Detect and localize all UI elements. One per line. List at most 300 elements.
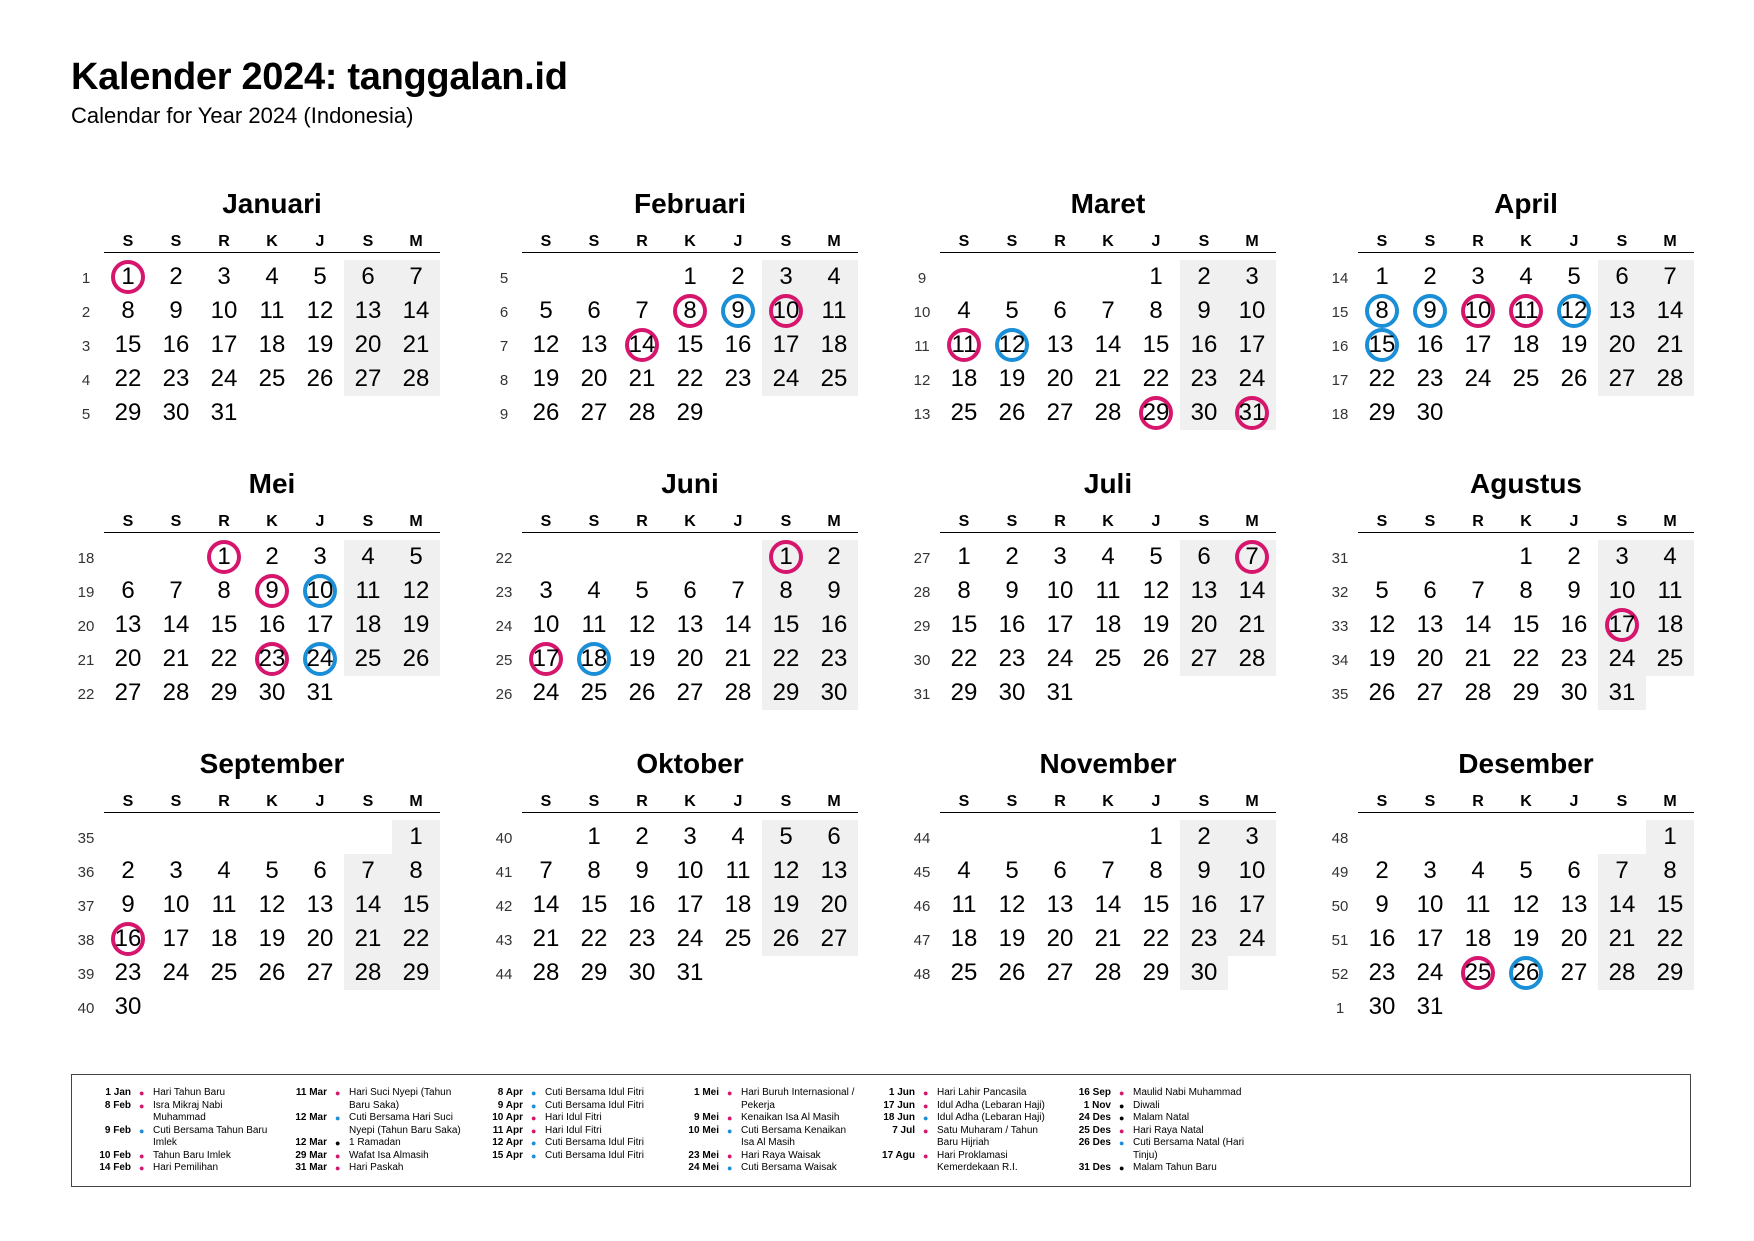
header-rule (940, 812, 1276, 813)
legend-bullet-icon: ● (923, 1088, 929, 1098)
day-cell: 3 (683, 823, 697, 850)
weekday-header: R (218, 793, 230, 810)
weekday-header: K (684, 793, 696, 810)
day-cell: 8 (1375, 297, 1389, 324)
day-cell: 26 (628, 679, 656, 706)
day-cell: 23 (1560, 645, 1588, 672)
week-number: 19 (77, 584, 95, 601)
legend-text: Cuti Bersama Natal (Hari (1133, 1137, 1245, 1148)
legend-text: Cuti Bersama Hari Suci (349, 1112, 453, 1123)
day-cell: 22 (1656, 925, 1684, 952)
day-cell: 3 (1245, 263, 1259, 290)
day-cell: 1 (779, 543, 793, 570)
legend-bullet-icon: ● (139, 1088, 145, 1098)
header-rule (940, 252, 1276, 253)
day-cell: 4 (957, 857, 971, 884)
day-cell: 26 (772, 925, 800, 952)
day-cell: 1 (1663, 823, 1677, 850)
day-cell: 12 (998, 331, 1026, 358)
day-cell: 30 (1190, 399, 1218, 426)
week-number: 5 (81, 406, 91, 423)
day-cell: 21 (724, 645, 752, 672)
day-cell: 4 (1471, 857, 1485, 884)
weekday-header: S (1424, 233, 1436, 250)
day-cell: 7 (635, 297, 649, 324)
week-number: 16 (1331, 338, 1349, 355)
day-cell: 1 (1149, 823, 1163, 850)
day-cell: 16 (1190, 891, 1218, 918)
day-cell: 23 (1190, 925, 1218, 952)
legend-date: 1 Jun (888, 1087, 915, 1098)
day-cell: 7 (1471, 577, 1485, 604)
legend-date: 10 Feb (99, 1149, 131, 1161)
day-cell: 11 (951, 891, 977, 918)
day-cell: 29 (1142, 399, 1170, 426)
legend-entry (1067, 1100, 1257, 1113)
legend-bullet-icon: ● (531, 1150, 537, 1161)
legend-date: 23 Mei (688, 1149, 719, 1161)
legend-bullet-icon: ● (531, 1088, 537, 1098)
day-cell: 7 (1615, 857, 1629, 884)
day-cell: 14 (1464, 611, 1492, 638)
day-cell: 15 (1512, 611, 1540, 638)
legend-date: 7 Jul (892, 1124, 915, 1136)
weekday-header: K (1102, 793, 1114, 810)
week-number: 36 (77, 864, 95, 881)
legend-column (871, 1087, 1061, 1175)
day-cell: 27 (580, 399, 608, 426)
day-cell: 10 (1416, 891, 1444, 918)
week-number: 46 (913, 898, 931, 915)
day-cell: 30 (1560, 679, 1588, 706)
day-cell: 17 (1464, 331, 1492, 358)
day-cell: 6 (683, 577, 697, 604)
weekday-header: S (588, 513, 600, 530)
legend-entry (871, 1150, 1061, 1163)
day-cell: 25 (950, 959, 978, 986)
week-number: 37 (77, 898, 95, 915)
day-cell: 6 (587, 297, 601, 324)
legend-bullet-icon: ● (139, 1100, 145, 1111)
day-cell: 25 (210, 959, 238, 986)
day-cell: 19 (998, 365, 1026, 392)
legend-date: 29 Mar (295, 1149, 327, 1161)
day-cell: 29 (950, 679, 978, 706)
legend-date: 17 Agu (882, 1149, 915, 1161)
day-cell: 4 (1663, 543, 1677, 570)
month-desember (1325, 748, 1695, 1028)
day-cell: 3 (1615, 543, 1629, 570)
weekday-header: J (733, 233, 743, 250)
day-cell: 21 (354, 925, 382, 952)
month-name: Februari (633, 188, 747, 219)
legend-entry (283, 1125, 473, 1138)
legend-text: Hari Proklamasi (937, 1149, 1008, 1161)
weekday-header: J (733, 513, 743, 530)
day-cell: 5 (1149, 543, 1163, 570)
legend-bullet-icon: ● (335, 1150, 341, 1161)
legend-date: 18 Jun (883, 1112, 915, 1123)
legend-entry (283, 1162, 473, 1175)
weekday-header: S (1376, 233, 1388, 250)
day-cell: 3 (1423, 857, 1437, 884)
legend-entry (871, 1087, 1061, 1100)
weekday-header: S (1424, 793, 1436, 810)
day-cell: 14 (162, 611, 190, 638)
day-cell: 9 (827, 577, 841, 604)
legend-date: 9 Apr (497, 1099, 523, 1111)
legend-text: Hari Buruh Internasional / (741, 1087, 855, 1098)
legend-entry (87, 1100, 277, 1113)
day-cell: 25 (724, 925, 752, 952)
week-number: 48 (1331, 830, 1349, 847)
day-cell: 30 (162, 399, 190, 426)
weekday-header: S (1006, 233, 1018, 250)
day-cell: 13 (580, 331, 608, 358)
day-cell: 8 (409, 857, 423, 884)
day-cell: 28 (402, 365, 430, 392)
weekday-header: S (958, 233, 970, 250)
day-cell: 11 (1513, 297, 1539, 324)
weekday-header: S (780, 513, 792, 530)
day-cell: 23 (1416, 365, 1444, 392)
day-cell: 11 (211, 891, 237, 918)
week-number: 31 (913, 686, 931, 703)
weekday-header: S (170, 513, 182, 530)
weekday-header: R (636, 513, 648, 530)
day-cell: 21 (1094, 925, 1122, 952)
day-cell: 29 (772, 679, 800, 706)
day-cell: 25 (258, 365, 286, 392)
day-cell: 27 (1046, 959, 1074, 986)
day-cell: 21 (628, 365, 656, 392)
day-cell: 10 (1238, 857, 1266, 884)
weekday-header: R (1472, 513, 1484, 530)
weekday-header: K (266, 793, 278, 810)
day-cell: 18 (580, 645, 608, 672)
week-number: 5 (499, 270, 509, 287)
weekday-header: S (780, 793, 792, 810)
month-oktober (489, 748, 859, 1028)
day-cell: 22 (1142, 365, 1170, 392)
day-cell: 4 (731, 823, 745, 850)
day-cell: 7 (169, 577, 183, 604)
legend-entry (87, 1125, 277, 1138)
day-cell: 9 (1423, 297, 1437, 324)
day-cell: 13 (1046, 331, 1074, 358)
day-cell: 28 (1238, 645, 1266, 672)
legend-date: 8 Apr (497, 1087, 523, 1098)
day-cell: 2 (635, 823, 649, 850)
day-cell: 1 (1375, 263, 1389, 290)
day-cell: 11 (951, 331, 977, 358)
legend-text: Wafat Isa Almasih (349, 1149, 429, 1161)
day-cell: 8 (683, 297, 697, 324)
day-cell: 9 (121, 891, 135, 918)
day-cell: 17 (162, 925, 190, 952)
day-cell: 12 (998, 891, 1026, 918)
week-number: 2 (81, 304, 91, 321)
day-cell: 31 (1046, 679, 1074, 706)
week-number: 6 (499, 304, 509, 321)
day-cell: 23 (724, 365, 752, 392)
week-number: 42 (495, 898, 513, 915)
legend-date: 12 Apr (492, 1137, 523, 1148)
legend-date: 31 Mar (295, 1162, 327, 1173)
day-cell: 25 (820, 365, 848, 392)
legend-entry (675, 1112, 865, 1125)
header-rule (1358, 532, 1694, 533)
day-cell: 2 (1375, 857, 1389, 884)
weekday-header: M (1245, 233, 1259, 250)
day-cell: 24 (1416, 959, 1444, 986)
day-cell: 10 (532, 611, 560, 638)
day-cell: 24 (532, 679, 560, 706)
legend-entry (1067, 1087, 1257, 1100)
day-cell: 31 (1238, 399, 1266, 426)
day-cell: 29 (114, 399, 142, 426)
legend-date: 10 Mei (688, 1124, 719, 1136)
day-cell: 15 (1142, 891, 1170, 918)
day-cell: 3 (1053, 543, 1067, 570)
day-cell: 10 (210, 297, 238, 324)
day-cell: 22 (210, 645, 238, 672)
weekday-header: S (588, 793, 600, 810)
day-cell: 30 (1416, 399, 1444, 426)
day-cell: 11 (581, 611, 607, 638)
day-cell: 12 (1560, 297, 1588, 324)
legend-bullet-icon: ● (727, 1088, 733, 1098)
weekday-header: R (1054, 233, 1066, 250)
day-cell: 14 (724, 611, 752, 638)
weekday-header: M (827, 793, 841, 810)
legend-bullet-icon: ● (335, 1088, 341, 1098)
day-cell: 2 (169, 263, 183, 290)
month-name: Maret (1070, 188, 1146, 219)
week-number: 47 (913, 932, 931, 949)
day-cell: 20 (1608, 331, 1636, 358)
day-cell: 19 (306, 331, 334, 358)
weekday-header: S (1616, 233, 1628, 250)
day-cell: 28 (1464, 679, 1492, 706)
legend-text: Malam Natal (1133, 1112, 1190, 1123)
day-cell: 19 (1142, 611, 1170, 638)
legend-date: 1 Jan (105, 1087, 131, 1098)
day-cell: 14 (1238, 577, 1266, 604)
week-number: 25 (495, 652, 513, 669)
weekday-header: K (1520, 793, 1532, 810)
legend-column (479, 1087, 669, 1162)
day-cell: 27 (1608, 365, 1636, 392)
month-name: September (199, 748, 345, 779)
weekday-header: M (1245, 793, 1259, 810)
day-cell: 6 (313, 857, 327, 884)
day-cell: 3 (313, 543, 327, 570)
week-number: 13 (913, 406, 931, 423)
day-cell: 26 (1142, 645, 1170, 672)
week-number: 38 (77, 932, 95, 949)
day-cell: 12 (772, 857, 800, 884)
legend-entry (479, 1125, 669, 1138)
day-cell: 8 (1149, 297, 1163, 324)
day-cell: 29 (580, 959, 608, 986)
weekday-header: K (1520, 513, 1532, 530)
legend-bullet-icon: ● (727, 1113, 733, 1123)
legend-date: 17 Jun (883, 1099, 915, 1111)
weekday-header: K (266, 233, 278, 250)
day-cell: 5 (635, 577, 649, 604)
day-cell: 31 (210, 399, 238, 426)
day-cell: 7 (1101, 857, 1115, 884)
day-cell: 15 (580, 891, 608, 918)
legend-date: 24 Mei (688, 1162, 719, 1173)
weekday-header: J (1151, 233, 1161, 250)
legend-entry (1067, 1112, 1257, 1125)
day-cell: 26 (1512, 959, 1540, 986)
day-cell: 29 (210, 679, 238, 706)
weekday-header: S (362, 513, 374, 530)
weekday-header: J (1151, 513, 1161, 530)
day-cell: 22 (772, 645, 800, 672)
weekday-header: K (1102, 233, 1114, 250)
day-cell: 13 (114, 611, 142, 638)
day-cell: 6 (1423, 577, 1437, 604)
day-cell: 2 (1197, 263, 1211, 290)
day-cell: 18 (1464, 925, 1492, 952)
day-cell: 30 (1368, 993, 1396, 1020)
day-cell: 18 (1094, 611, 1122, 638)
weekday-header: S (122, 793, 134, 810)
day-cell: 12 (628, 611, 656, 638)
day-cell: 28 (354, 959, 382, 986)
day-cell: 16 (628, 891, 656, 918)
weekday-header: R (218, 513, 230, 530)
month-april (1325, 188, 1695, 468)
day-cell: 10 (162, 891, 190, 918)
week-number: 31 (1331, 550, 1349, 567)
legend-date: 9 Mei (693, 1112, 719, 1123)
legend-column (87, 1087, 277, 1175)
header-rule (1358, 812, 1694, 813)
week-number: 12 (913, 372, 931, 389)
day-cell: 13 (306, 891, 334, 918)
day-cell: 25 (1512, 365, 1540, 392)
week-number: 32 (1331, 584, 1349, 601)
legend-entry (87, 1137, 277, 1150)
day-cell: 26 (306, 365, 334, 392)
legend-bullet-icon: ● (727, 1150, 733, 1161)
day-cell: 13 (1608, 297, 1636, 324)
month-name: November (1039, 748, 1177, 779)
day-cell: 24 (306, 645, 334, 672)
week-number: 3 (81, 338, 91, 355)
header-rule (522, 252, 858, 253)
week-number: 22 (77, 686, 95, 703)
legend-entry (675, 1162, 865, 1175)
legend-date: 8 Feb (104, 1099, 131, 1111)
day-cell: 18 (724, 891, 752, 918)
legend-text: Hari Suci Nyepi (Tahun (349, 1087, 452, 1098)
day-cell: 15 (772, 611, 800, 638)
day-cell: 28 (1094, 399, 1122, 426)
day-cell: 7 (1663, 263, 1677, 290)
day-cell: 2 (1005, 543, 1019, 570)
day-cell: 21 (1238, 611, 1266, 638)
weekday-header: S (1006, 513, 1018, 530)
day-cell: 10 (306, 577, 334, 604)
day-cell: 13 (1560, 891, 1588, 918)
day-cell: 7 (1101, 297, 1115, 324)
day-cell: 25 (950, 399, 978, 426)
day-cell: 11 (1657, 577, 1683, 604)
month-januari (71, 188, 441, 468)
weekday-header: S (540, 793, 552, 810)
day-cell: 28 (162, 679, 190, 706)
legend-entry (479, 1137, 669, 1150)
day-cell: 26 (258, 959, 286, 986)
day-cell: 20 (580, 365, 608, 392)
weekday-header: M (1663, 233, 1677, 250)
day-cell: 22 (1142, 925, 1170, 952)
day-cell: 10 (772, 297, 800, 324)
weekday-header: S (1376, 513, 1388, 530)
month-juni (489, 468, 859, 748)
day-cell: 14 (532, 891, 560, 918)
day-cell: 26 (998, 959, 1026, 986)
day-cell: 22 (676, 365, 704, 392)
day-cell: 29 (676, 399, 704, 426)
weekday-header: J (315, 513, 325, 530)
day-cell: 6 (121, 577, 135, 604)
day-cell: 4 (217, 857, 231, 884)
day-cell: 14 (402, 297, 430, 324)
day-cell: 4 (1101, 543, 1115, 570)
week-number: 26 (495, 686, 513, 703)
weekday-header: R (1472, 233, 1484, 250)
day-cell: 31 (676, 959, 704, 986)
day-cell: 29 (1512, 679, 1540, 706)
day-cell: 20 (354, 331, 382, 358)
legend-entry (675, 1100, 865, 1113)
day-cell: 5 (1005, 297, 1019, 324)
legend-bullet-icon: ● (531, 1113, 537, 1123)
day-cell: 15 (210, 611, 238, 638)
day-cell: 23 (628, 925, 656, 952)
day-cell: 2 (731, 263, 745, 290)
legend-date: 1 Mei (693, 1087, 719, 1098)
day-cell: 15 (676, 331, 704, 358)
day-cell: 16 (998, 611, 1026, 638)
day-cell: 1 (1519, 543, 1533, 570)
day-cell: 8 (121, 297, 135, 324)
legend-entry (1067, 1125, 1257, 1138)
day-cell: 2 (265, 543, 279, 570)
legend-entry (1067, 1162, 1257, 1175)
day-cell: 1 (587, 823, 601, 850)
legend-bullet-icon: ● (335, 1113, 341, 1123)
legend-entry (871, 1125, 1061, 1138)
day-cell: 14 (628, 331, 656, 358)
day-cell: 24 (676, 925, 704, 952)
week-number: 35 (1331, 686, 1349, 703)
weekday-header: R (636, 793, 648, 810)
day-cell: 30 (114, 993, 142, 1020)
legend-date: 11 Apr (492, 1124, 523, 1136)
day-cell: 15 (950, 611, 978, 638)
day-cell: 1 (121, 263, 135, 290)
legend-text: Cuti Bersama Idul Fitri (545, 1149, 644, 1161)
day-cell: 31 (1608, 679, 1636, 706)
